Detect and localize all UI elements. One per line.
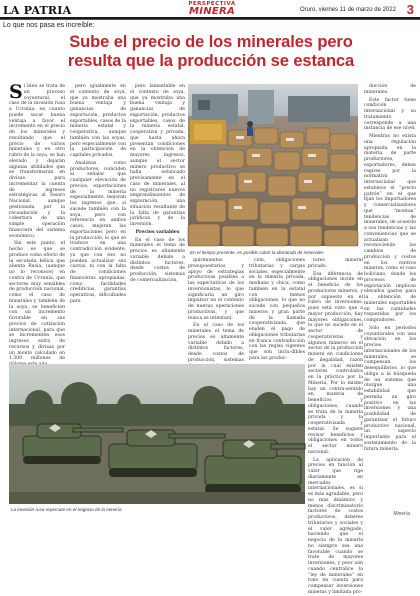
paragraph: tores mineral privado. — [308, 258, 363, 269]
article-column-4 — [188, 258, 244, 363]
photo-tanks — [9, 364, 305, 504]
paragraph: Sólo en períodos coyunturales con una elevación en los precios internacionales de los minerales, se compensan los desequilibrios, lo que obliga a la búsqueda de un sistema que otorgue una estabilidad que permita un giro positivo en las inversiones y una posibilidad de garantizar el futuro productivo nacional, un aspecto importante para el sostenimiento de la futura minería. — [364, 325, 416, 452]
caption-top-photo: En el tiempo presente, es posible cubrir la demanda de minerales — [190, 250, 324, 255]
newspaper-logo: LA PATRIA — [3, 4, 72, 17]
page-number: 3 — [406, 2, 414, 17]
subhead: Precios variables — [135, 229, 180, 235]
kicker: Lo que nos pasa es increíble: — [3, 22, 95, 29]
paragraph: quirimientos presupuestarios y apoyo de estrategias productivas posibles a las expectativas de los inversionistas, lo que significaría un giro impulsor en el contexto de nuevas operaciones productivas, y que nunca se intentará. — [188, 258, 244, 321]
paragraph: Sin este punto, el hecho es que se produce como efecto de la escalada bélica que alienta Rusia, (aunque no lo reconoce) en contra de Ucrania, que sectores muy sensibles de producción nacional, como el caso de minerales y también de la soya, se beneficien con un incremento favorable en sus precios de cotización internacional, para que se incrementen esos ingresos extra de recursos y divisas por un monto calculado en 1.500 millones de — [9, 241, 65, 362]
paragraph: Mientras no exista una regulación apropiada en la materia, de parte productores, exportadores, deben regirse por la normativa internacional que establece el “precio patrón” en el que fijan los importadores y comercializadores que “montan” tendencias de minerales, de acuerdo a sus tendencias y las conveniencias que se actualizan reconociendo los cambios de producción y costos en los centros mineros, como el caso boliviano, donde los procesos de explotación implican elevados gastos para la obtención de minerales exportables en las cantidades requeridas por los compradores. — [364, 134, 416, 323]
footer-section-tag: Minería — [393, 511, 410, 517]
section-label-small: PERSPECTIVA — [188, 1, 236, 7]
article-column-7 — [364, 84, 416, 508]
article-column-2 — [70, 84, 126, 360]
caption-bottom-photo: La invasión rusa repercute en el negocio de la minería — [11, 507, 122, 512]
photo-tanks-image — [9, 364, 305, 504]
paragraph: En el caso de los minerales el tema de precios es altamente variable debido a distintos factores, desde costos de producción, sistemas — [188, 323, 244, 363]
article-column-3 — [130, 84, 185, 360]
paragraph: ción, obligaciones tributarias y cargas sociales, especialmente en la minería privada, mediana y chica, como también en la estatal con menos obligaciones, lo que no sucede con pequeños mineros y gran parte de la llamada cooperativizada, que eluden el pago de obligaciones tributarias en franca contradicción con las reglas vigentes que son inclu-dibles para los produc- — [249, 258, 305, 361]
article-column-5 — [249, 258, 305, 361]
section-label-big: MINERA — [188, 6, 236, 17]
paragraph: pero igualmente en el contexto de soya, que ya mostraba una buena ventaja y ganancias de exportación, productos exportables, casos de la minería estatal y cooperativa, aunque también con las soyas, pero especialmente con la participación de capitales privados. — [70, 84, 126, 158]
paragraph: pero lamentable en el contexto de soya, que ya mostraba una buena ventaja y ganancias de exportación, productos exportables, casos de la minería estatal, cooperativa y privada, que hasta ahora presentan condiciones en la obtención de mayores ingresos, aunque el sector minero productivo se halla estancado precisamente en el caso de minerales, al no registrarse nuevos emprendimientos de exploración, una situación resultante de la falta de garantías jurídicas y de la inversión. — [130, 84, 185, 227]
photo-mineral-bags-image — [188, 84, 358, 246]
article-column-1 — [9, 81, 65, 362]
headline — [10, 33, 412, 71]
paragraph: La aplicación de precios en función al valor que rige diariamente en mercados internacionales, es si es más agradable, pero no más dinámico y menos discriminatorio factores de costos productivos, deberes tributarios y sociales y el valor agregado, haciendo que el negocio de la minería no siempre sea una favorable cuando se trate de mayores inversiones, y peor aún cuando centralice la “ley de minerales” en tono en cuenta para compensar inversiones mineras y limitada pro- — [308, 457, 363, 595]
paragraph: Esa diferencia de obligaciones incide en el beneficio de los productores mineros, y por supuesto en el rubro de inversiones, pues está visto que a mayor producción, hay mayores obligaciones, lo que no sucede en el sector de cooperativistas y algunos mineros en el sector de la producción minera en condiciones de ilegalidad, razón por la cual existen sectores controlados en la práctica por la Minería, Por lo mismo hay un contra-sentido en materia de beneficios y obligaciones, cuando se trata de la minería privada y la cooperativizada y estatal. Se sugiere revisar beneficios y obligaciones en todos el sector minero nacional. — [308, 271, 363, 455]
photo-mineral-bags — [188, 84, 358, 246]
headline-line-2: resulta que la producción se estanca — [67, 52, 355, 70]
headline-line-1: Sube el precio de los minerales pero — [69, 33, 353, 51]
header-rule-accent — [0, 19, 420, 20]
article-column-6 — [308, 258, 363, 595]
dateline: Oruro, viernes 11 de marzo de 2022 — [300, 7, 396, 13]
paragraph: Analistas como productores, coinciden al señalar que cualquier elevación de precios, exportaciones de la minería especialmente, mejoran los ingresos que, si sucede también con la soya, pero con referencia en ambos casos, mejoran las exportaciones pero en la producción, lo que se traduce en una contradicción evidente, ya que con eso no pueden actualizar sus cuotas, ni con la falta de condiciones financieras apropiadas, como facilidades crediticias, garantías operativas, dificultades para — [70, 160, 126, 304]
paragraph: ducción de minerales. — [364, 84, 416, 95]
paragraph: Este factor tiene condición internacional y su tratamiento corresponde a una instancia de ese nivel. — [364, 97, 416, 132]
paragraph: En el caso de los minerales el tema de precios es altamente variable debido a distintos factores, desde costos de producción, sistemas de comercialización, — [130, 237, 185, 283]
paragraph: Si bien se trata de un proceso coyuntural, el caso de la invasión rusa a Ucrania, en cuanto puede sacar buena ventaja a favor el incremento en el precio de los minerales y resultando que el precio de varios minerales y en otro rubro de la soya, se han elevado y dejarán algunas utilidades que se transformarán en divisas para incrementar la cuenta de ingresos estratégicas al Tesoro Nacional, aunque gestionada por la recaudación y la cobertura de una simple operación financiera del sistema económico. — [9, 81, 65, 239]
drop-cap: S — [9, 81, 23, 103]
